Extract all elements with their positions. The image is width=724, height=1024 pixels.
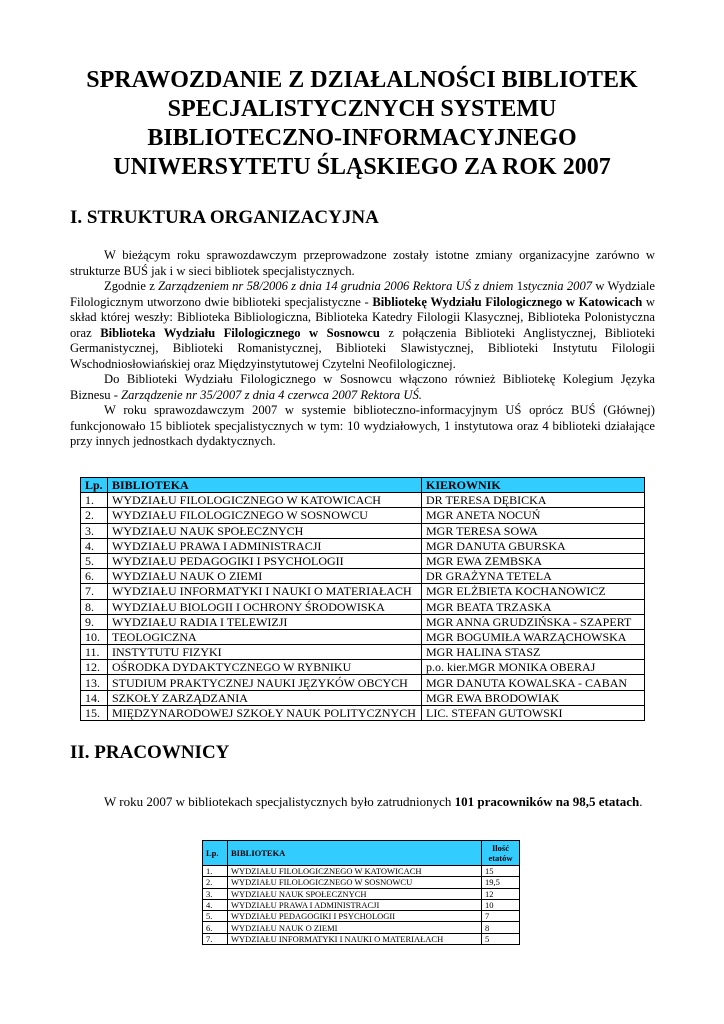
table-cell: WYDZIAŁU PRAWA I ADMINISTRACJI bbox=[228, 899, 482, 910]
table-row bbox=[81, 569, 645, 584]
table-cell: WYDZIAŁU FILOLOGICZNEGO W SOSNOWCU bbox=[108, 508, 422, 523]
table-cell: MGR DANUTA GBURSKA bbox=[422, 538, 645, 553]
table-cell: p.o. kier.MGR MONIKA OBERAJ bbox=[422, 660, 645, 675]
table-cell: WYDZIAŁU PRAWA I ADMINISTRACJI bbox=[108, 538, 422, 553]
staff-table bbox=[202, 840, 520, 945]
table-row bbox=[81, 493, 645, 508]
table-cell: MGR TERESA SOWA bbox=[422, 523, 645, 538]
table-cell: 5. bbox=[203, 911, 228, 922]
table-cell: 12 bbox=[482, 888, 520, 899]
table-cell: 9. bbox=[81, 614, 108, 629]
paragraph: W roku 2007 w bibliotekach specjalistycznych było zatrudnionych 101 pracowników na 98,5 etatach. bbox=[104, 794, 643, 809]
table-cell: 3. bbox=[203, 888, 228, 899]
table-cell: 5. bbox=[81, 553, 108, 568]
table-cell: WYDZIAŁU NAUK SPOŁECZNYCH bbox=[228, 888, 482, 899]
table-cell: DR GRAŻYNA TETELA bbox=[422, 569, 645, 584]
table-row bbox=[81, 614, 645, 629]
table-row bbox=[81, 660, 645, 675]
column-header: BIBLIOTEKA bbox=[108, 478, 422, 493]
table-cell: TEOLOGICZNA bbox=[108, 629, 422, 644]
table-cell: 4. bbox=[81, 538, 108, 553]
table-row bbox=[81, 705, 645, 720]
table-cell: STUDIUM PRAKTYCZNEJ NAUKI JĘZYKÓW OBCYCH bbox=[108, 675, 422, 690]
table-cell: 2. bbox=[81, 508, 108, 523]
table-cell: 15 bbox=[482, 866, 520, 877]
table-row bbox=[81, 599, 645, 614]
table-row bbox=[81, 538, 645, 553]
table-cell: MGR EWA ZEMBSKA bbox=[422, 553, 645, 568]
section-heading-structure: I. STRUKTURA ORGANIZACYJNA bbox=[70, 207, 379, 228]
paragraph: Do Biblioteki Wydziału Filologicznego w Sosnowcu włączono również Bibliotekę Kolegium Języka Biznesu - Zarządzenie nr 35/2007 z dnia 4 czerwca 2007 Rektora UŚ. bbox=[70, 372, 655, 402]
table-cell: 15. bbox=[81, 705, 108, 720]
column-header: Lp. bbox=[203, 841, 228, 866]
table-cell: 4. bbox=[203, 899, 228, 910]
table-cell: DR TERESA DĘBICKA bbox=[422, 493, 645, 508]
table-cell: WYDZIAŁU RADIA I TELEWIZJI bbox=[108, 614, 422, 629]
table-cell: 8 bbox=[482, 922, 520, 933]
table-cell: SZKOŁY ZARZĄDZANIA bbox=[108, 690, 422, 705]
table-cell: WYDZIAŁU NAUK O ZIEMI bbox=[228, 922, 482, 933]
table-cell: WYDZIAŁU INFORMATYKI I NAUKI O MATERIAŁACH bbox=[108, 584, 422, 599]
table-cell: WYDZIAŁU NAUK O ZIEMI bbox=[108, 569, 422, 584]
table-cell: 8. bbox=[81, 599, 108, 614]
table-cell: MIĘDZYNARODOWEJ SZKOŁY NAUK POLITYCZNYCH bbox=[108, 705, 422, 720]
table-cell: WYDZIAŁU BIOLOGII I OCHRONY ŚRODOWISKA bbox=[108, 599, 422, 614]
libraries-heads-table bbox=[80, 477, 645, 721]
table-row bbox=[81, 523, 645, 538]
table-cell: MGR DANUTA KOWALSKA - CABAN bbox=[422, 675, 645, 690]
table-cell: 12. bbox=[81, 660, 108, 675]
paragraph: W bieżącym roku sprawozdawczym przeprowadzone zostały istotne zmiany organizacyjne zarówno w strukturze BUŚ jak i w sieci bibliotek specjalistycznych. bbox=[70, 248, 655, 278]
table-cell: 10 bbox=[482, 899, 520, 910]
table-row bbox=[203, 922, 520, 933]
column-header: BIBLIOTEKA bbox=[228, 841, 482, 866]
paragraph: W roku sprawozdawczym 2007 w systemie biblioteczno-informacyjnym UŚ oprócz BUŚ (Głównej) funkcjonowało 15 bibliotek specjalistycznych w tym: 10 wydziałowych, 1 instytutowa oraz 4 biblioteki działające przy innych jednostkach dydaktycznych. bbox=[70, 403, 655, 448]
table-header-row bbox=[81, 478, 645, 493]
table-cell: WYDZIAŁU NAUK SPOŁECZNYCH bbox=[108, 523, 422, 538]
table-cell: MGR BOGUMIŁA WARZĄCHOWSKA bbox=[422, 629, 645, 644]
table-cell: 5 bbox=[482, 933, 520, 944]
table-cell: 7 bbox=[482, 911, 520, 922]
table-cell: WYDZIAŁU FILOLOGICZNEGO W SOSNOWCU bbox=[228, 877, 482, 888]
table-row bbox=[203, 899, 520, 910]
table-cell: 2. bbox=[203, 877, 228, 888]
table-cell: 1. bbox=[203, 866, 228, 877]
table-cell: 6. bbox=[203, 922, 228, 933]
table-row bbox=[203, 866, 520, 877]
table-cell: WYDZIAŁU PEDAGOGIKI I PSYCHOLOGII bbox=[108, 553, 422, 568]
table-cell: WYDZIAŁU PEDAGOGIKI I PSYCHOLOGII bbox=[228, 911, 482, 922]
title-line: BIBLIOTECZNO-INFORMACYJNEGO bbox=[147, 125, 577, 151]
table-header-row bbox=[203, 841, 520, 866]
table-cell: 11. bbox=[81, 645, 108, 660]
table-cell: MGR ELŻBIETA KOCHANOWICZ bbox=[422, 584, 645, 599]
table-cell: 7. bbox=[81, 584, 108, 599]
table-cell: LIC. STEFAN GUTOWSKI bbox=[422, 705, 645, 720]
table-cell: 7. bbox=[203, 933, 228, 944]
title-line: UNIWERSYTETU ŚLĄSKIEGO ZA ROK 2007 bbox=[113, 154, 611, 180]
report-title bbox=[60, 66, 664, 182]
section2-body bbox=[70, 793, 655, 810]
table-cell: 1. bbox=[81, 493, 108, 508]
section-heading-staff: II. PRACOWNICY bbox=[70, 742, 230, 763]
column-header: Ilość etatów bbox=[482, 841, 520, 866]
table-cell: INSTYTUTU FIZYKI bbox=[108, 645, 422, 660]
table-cell: 13. bbox=[81, 675, 108, 690]
table-row bbox=[81, 584, 645, 599]
table-row bbox=[81, 508, 645, 523]
table-cell: MGR BEATA TRZASKA bbox=[422, 599, 645, 614]
column-header: Lp. bbox=[81, 478, 108, 493]
table-row bbox=[81, 690, 645, 705]
column-header: KIEROWNIK bbox=[422, 478, 645, 493]
table-row bbox=[203, 888, 520, 899]
table-row bbox=[81, 629, 645, 644]
section1-body bbox=[70, 248, 655, 450]
table-cell: 19,5 bbox=[482, 877, 520, 888]
table-row bbox=[203, 877, 520, 888]
table-cell: 14. bbox=[81, 690, 108, 705]
paragraph: Zgodnie z Zarządzeniem nr 58/2006 z dnia 14 grudnia 2006 Rektora UŚ z dniem 1stycznia 2007 w Wydziale Filologicznym utworzono dwie biblioteki specjalistyczne - Bibliotekę Wydziału Filologicznego w Katowicach w skład której weszły: Biblioteka Bibliologiczna, Biblioteka Katedry Filologii Klasycznej, Biblioteka Polonistyczna oraz Biblioteka Wydziału Filologicznego w Sosnowcu z połączenia Biblioteki Anglistycznej, Biblioteki Germanistycznej, Biblioteki Romanistycznej, Biblioteki Slawistycznej, Biblioteki Instytutu Filologii Wschodniosłowiańskiej oraz Międzyinstytutowej Czytelni Neofilologicznej. bbox=[70, 279, 656, 371]
title-line: SPRAWOZDANIE Z DZIAŁALNOŚCI BIBLIOTEK bbox=[86, 67, 638, 93]
table-row bbox=[81, 553, 645, 568]
table-row bbox=[81, 675, 645, 690]
table-cell: OŚRODKA DYDAKTYCZNEGO W RYBNIKU bbox=[108, 660, 422, 675]
table-cell: 6. bbox=[81, 569, 108, 584]
table-cell: MGR ANNA GRUDZIŃSKA - SZAPERT bbox=[422, 614, 645, 629]
table-cell: WYDZIAŁU INFORMATYKI I NAUKI O MATERIAŁACH bbox=[228, 933, 482, 944]
table-cell: WYDZIAŁU FILOLOGICZNEGO W KATOWICACH bbox=[228, 866, 482, 877]
table-row bbox=[203, 933, 520, 944]
table-cell: MGR HALINA STASZ bbox=[422, 645, 645, 660]
table-row bbox=[203, 911, 520, 922]
table-row bbox=[81, 645, 645, 660]
title-line: SPECJALISTYCZNYCH SYSTEMU bbox=[167, 96, 557, 122]
table-cell: MGR ANETA NOCUŃ bbox=[422, 508, 645, 523]
table-cell: 3. bbox=[81, 523, 108, 538]
table-cell: MGR EWA BRODOWIAK bbox=[422, 690, 645, 705]
table-cell: 10. bbox=[81, 629, 108, 644]
table-cell: WYDZIAŁU FILOLOGICZNEGO W KATOWICACH bbox=[108, 493, 422, 508]
